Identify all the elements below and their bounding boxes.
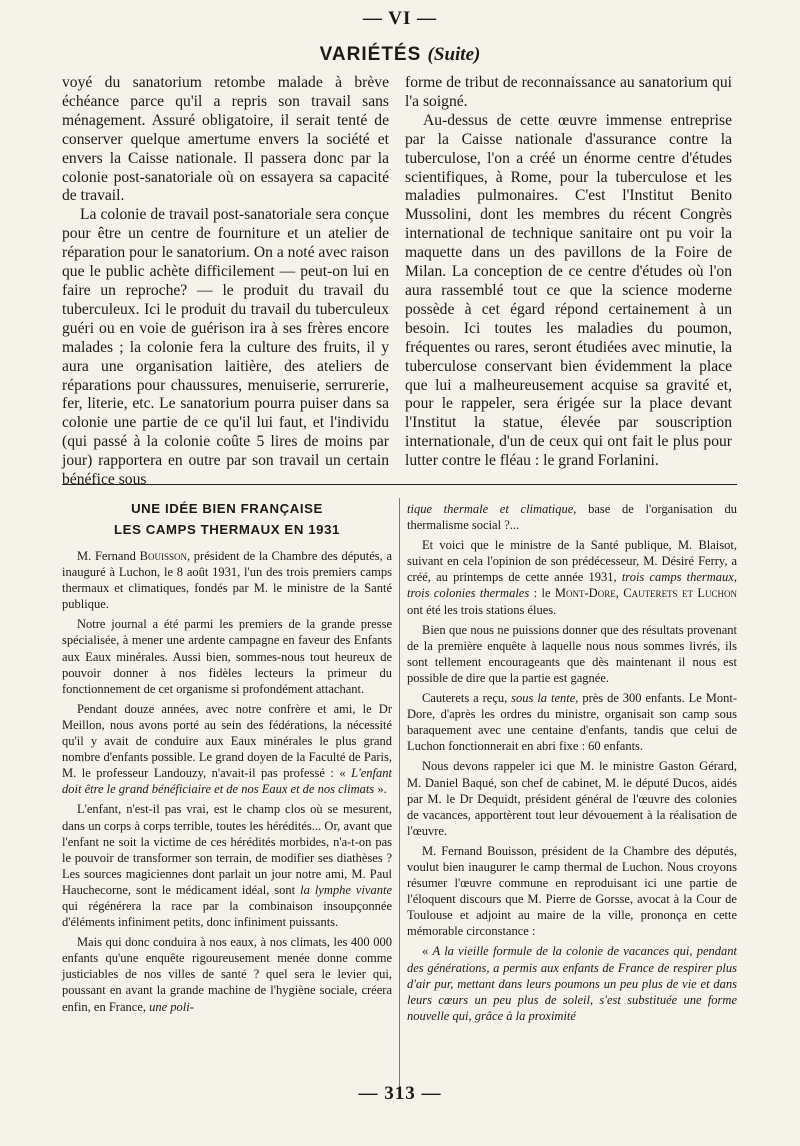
article-kicker: UNE IDÉE BIEN FRANÇAISE (131, 501, 323, 516)
article-title: LES CAMPS THERMAUX EN 1931 (114, 522, 340, 537)
paragraph: Et voici que le ministre de la Santé publique, M. Blaisot, suivant en cela l'opinion de son prédécesseur, M. Désiré Ferry, a créé, au printemps de cette année 1931, trois camps thermaux, trois colonies thermales : le Mont-Dore, Cauterets et Luchon ont été les trois stations élues. (407, 538, 737, 617)
running-header: — VI — (362, 8, 438, 29)
section-title (0, 44, 800, 66)
article-right-column (407, 501, 737, 1028)
paragraph: M. Fernand Bouisson, président de la Chambre des députés, a inauguré à Luchon, le 8 août 1931, l'un des trois premiers camps thermaux et climatiques, fondés par M. le ministre de la Santé publique. (62, 549, 393, 612)
paragraph: La colonie de travail post-sanatoriale sera conçue pour être un centre de fourniture et un atelier de réparation pour le sanatorium. On a noté avec raison que le public achète difficilement — peut-on lui en faire un reproche? — le produit du travail du tuberculeux. Ici le produit du travail du tuberculeux guéri ou en voie de guérison ira à ses frères encore malades ; la colonie fera la culture des fruits, il y aura une organisation laitière, des ateliers de réparations pour chaussures, menuiserie, serrurerie, fer, literie, etc. Le sanatorium pourra puiser dans sa colonie une partie de ce qu'il lui faut, et l'individu (qui passé à la colonie coûte 5 lires de moins par jour) rapportera en outre par son travail un certain bénéfice sous (62, 206, 389, 489)
article-heading (62, 498, 392, 540)
paragraph: Bien que nous ne puissions donner que des résultats provenant de la première enquête à laquelle nous nous sommes livrés, ils sont tellement encourageants que dès maintenant il nous est possible de dire que la partie est gagnée. (407, 622, 737, 685)
paragraph: Pendant douze années, avec notre confrère et ami, le Dr Meillon, nous avons porté au sein des fédérations, la nécessité qu'il y avait de conduire aux Eaux minérales le plus grand nombre d'enfants possible. Le grand doyen de la Faculté de Paris, M. le professeur Landouzy, n'avait-il pas professé : « L'enfant doit être le grand bénéficiaire et de nos Eaux et de nos climats ». (62, 701, 392, 797)
section-title-main: VARIÉTÉS (319, 44, 422, 65)
paragraph: tique thermale et climatique, base de l'organisation du thermalisme social ?... (407, 502, 737, 533)
paragraph: Notre journal a été parmi les premiers de la grande presse spécialisée, à mener une ardente campagne en faveur des Enfants aux Eaux minérales. Aussi bien, sommes-nous tout heureux de pouvoir donner à nos fidèles lecteurs la primeur du fonctionnement de cet organisme si profondément attachant. (62, 617, 392, 696)
paragraph: Nous devons rappeler ici que M. le ministre Gaston Gérard, M. Daniel Baqué, son chef de cabinet, M. le député Ducos, aidés par M. le Dr Dequidt, président général de l'œuvre des colonies de vacances, apportèrent tout leur dévouement à la réalisation de l'œuvre. (407, 759, 737, 838)
paragraph: Cauterets a reçu, sous la tente, près de 300 enfants. Le Mont-Dore, d'après les ordres du ministre, organisait son camp sous baraquement avec une centaine d'enfants, tandis que celui de Luchon fonctionnerait en abri fixe : 60 enfants. (407, 691, 737, 754)
section-title-suffix: (Suite) (427, 44, 481, 65)
section-divider (62, 484, 737, 485)
paragraph: Mais qui donc conduira à nos eaux, à nos climats, les 400 000 enfants qu'une enquête rigoureusement menée donne comme justiciables de nos villes de santé ? quel sera le levier qui, poussant en avant la grande machine de l'hygiène sociale, créera enfin, en France, une poli- (62, 935, 392, 1014)
quote-paragraph: « A la vieille formule de la colonie de vacances qui, pendant des générations, a permis aux enfants de France de respirer plus d'air pur, mettant dans leurs poumons un peu plus de vie et dans leurs cœurs un peu plus de soleil, s'est substituée une forme nouvelle qui, grâce à la proximité (407, 944, 737, 1023)
paragraph: voyé du sanatorium retombe malade à brève échéance parce qu'il a repris son travail sans ménagement. Assuré obligatoire, il serait tenté de conserver quelque amertume envers la société et envers la Caisse nationale. Il passera donc par la colonie post-sanatoriale où on essayera sa capacité de travail. (62, 74, 389, 205)
article-left-column (62, 548, 392, 1019)
upper-left-column (62, 74, 389, 490)
place-names: Mont-Dore, Cauterets et Luchon (554, 586, 737, 601)
paragraph: L'enfant, n'est-il pas vrai, est le champ clos où se mesurent, dans un corps à corps terrible, toutes les hérédités... Or, avant que l'enfant ne soit la victime de ces hérédités morbides, n'a-t-on pas le pouvoir de transformer son terrain, de modifier ses diathèses ? Les sources magiciennes dont parlait un jour notre ami, M. Paul Hauchecorne, sont le médicament idéal, sont la lymphe vivante qui régénérera la race par la combinaison insoupçonnée d'éléments infiniment petits, donc infiniment puissants. (62, 802, 392, 930)
paragraph: forme de tribut de reconnaissance au sanatorium qui l'a soigné. (405, 74, 732, 110)
person-name: Bouisson (139, 549, 187, 563)
page-number: — 313 — (358, 1083, 442, 1104)
paragraph: M. Fernand Bouisson, président de la Chambre des députés, voulut bien inaugurer le camp thermal de Luchon. Nous croyons résumer l'œuvre commune en reproduisant ici une partie de l'éloquent discours que M. Pierre de Gorsse, avocat à la Cour de Toulouse et adjoint au maire de la ville, prononça en cette mémorable circonstance : (407, 843, 737, 939)
paragraph: Au-dessus de cette œuvre immense entreprise par la Caisse nationale d'assurance contre la tuberculose, l'on a créé un énorme centre d'études scientifiques, à Rome, pour la tuberculose et les maladies pulmonaires. C'est l'Institut Benito Mussolini, dont les membres du récent Congrès international de technique sanitaire ont pu voir la maquette dans un des pavillons de la Foire de Milan. La conception de ce centre d'études où l'on aura rassemblé tout ce que la science moderne possède à cet égard répond certainement à un besoin. Ici toutes les maladies du poumon, fréquentes ou rares, seront étudiées avec minutie, la tuberculose conservant bien évidemment la place que lui a malheureusement acquise sa gravité et, pour le rappeler, sera érigée sur la place devant l'Institut la statue, élevée par souscription internationale, d'un de ceux qui ont fait le plus pour lutter contre le fléau : le grand Forlanini. (405, 111, 732, 470)
upper-right-column (405, 74, 732, 471)
column-divider (399, 498, 400, 1088)
